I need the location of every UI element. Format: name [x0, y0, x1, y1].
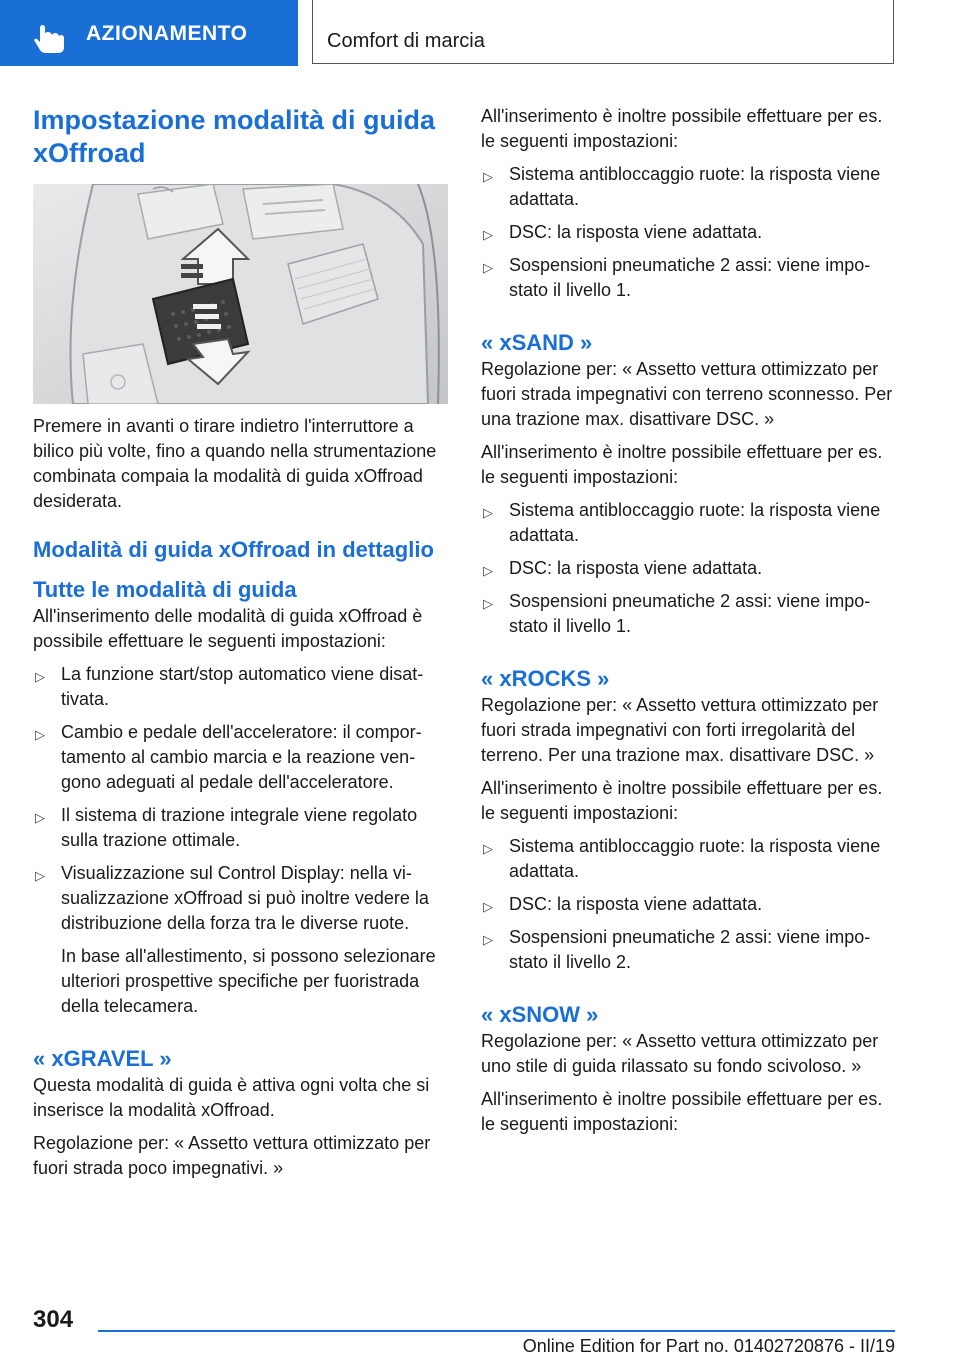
triangle-right-icon: ▷ — [483, 932, 493, 947]
page-number: 304 — [33, 1306, 74, 1333]
list-item: ▷ Sistema antibloccaggio ruote: la risposta viene adattata. — [483, 836, 881, 881]
details-heading: Modalità di guida xOffroad in dettaglio — [33, 537, 434, 562]
triangle-right-icon: ▷ — [35, 669, 45, 684]
triangle-right-icon: ▷ — [35, 727, 45, 742]
rocker-switch-illustration — [33, 184, 448, 404]
xsand-description: Regolazione per: « Assetto vettura ottimizzato per fuori strada impegnativi con terreno sconnesso. Per una trazione max. disattivare DSC. » — [481, 359, 893, 429]
triangle-right-icon: ▷ — [483, 260, 493, 275]
xrocks-heading: « xROCKS » — [481, 666, 610, 691]
xsnow-settings-intro: All'inserimento è inoltre possibile effettuare per es. le seguenti impostazioni: — [481, 1089, 883, 1134]
xgravel-settings-list — [481, 162, 896, 303]
list-item: ▷ DSC: la risposta viene adattata. — [481, 892, 896, 917]
list-item: ▷ Sistema antibloccaggio ruote: la risposta viene adattata. — [483, 164, 881, 209]
all-modes-heading: Tutte le modalità di guida — [33, 577, 297, 602]
list-item: ▷ Cambio e pedale dell'acceleratore: il comportamento al cambio marcia e la reazione vengono adeguati al pedale dell'acceleratore. — [35, 722, 422, 792]
xgravel-settings-intro: All'inserimento è inoltre possibile effettuare per es. le seguenti impostazioni: — [481, 106, 883, 151]
xgravel-heading: « xGRAVEL » — [33, 1046, 172, 1071]
xsand-heading: « xSAND » — [481, 330, 593, 355]
xsnow-heading: « xSNOW » — [481, 1002, 599, 1027]
triangle-right-icon: ▷ — [35, 810, 45, 825]
xgravel-paragraph-2: Regolazione per: « Assetto vettura ottimizzato per fuori strada poco impegnativi. » — [33, 1133, 431, 1178]
list-item: ▷ Sospensioni pneumatiche 2 assi: viene impostato il livello 1. — [483, 255, 871, 300]
xgravel-paragraph-1: Questa modalità di guida è attiva ogni volta che si inserisce la modalità xOffroad. — [33, 1075, 430, 1120]
list-item: ▷ DSC: la risposta viene adattata. — [481, 220, 896, 245]
hand-pointer-icon — [34, 24, 68, 54]
xrocks-settings-list — [481, 834, 896, 975]
intro-paragraph: Premere in avanti o tirare indietro l'interruttore a bilico più volte, fino a quando nella strumentazione combinata compaia la modalità di guida xOffroad desiderata. — [33, 416, 437, 511]
camera-note: In base all'allestimento, si possono selezionare ulteriori prospettive specifiche per fuoristrada della telecamera. — [61, 946, 436, 1016]
triangle-right-icon: ▷ — [483, 563, 493, 578]
page-footer — [0, 1290, 960, 1362]
triangle-right-icon: ▷ — [35, 868, 45, 883]
xsand-settings-list — [481, 498, 896, 639]
right-column — [481, 100, 896, 1137]
xrocks-settings-intro: All'inserimento è inoltre possibile effettuare per es. le seguenti impostazioni: — [481, 778, 883, 823]
section-box — [312, 0, 894, 64]
all-modes-intro: All'inserimento delle modalità di guida xOffroad è possibile effettuare le seguenti impostazioni: — [33, 606, 423, 651]
list-item: ▷ DSC: la risposta viene adattata. — [481, 556, 896, 581]
list-item: ▷ La funzione start/stop automatico viene disattivata. — [35, 664, 424, 709]
xsand-settings-intro: All'inserimento è inoltre possibile effettuare per es. le seguenti impostazioni: — [481, 442, 883, 487]
section-title: Impostazione modalità di guida xOffroad — [33, 105, 436, 168]
triangle-right-icon: ▷ — [483, 505, 493, 520]
list-item: ▷ Sospensioni pneumatiche 2 assi: viene impostato il livello 2. — [483, 927, 871, 972]
xsnow-description: Regolazione per: « Assetto vettura ottimizzato per uno stile di guida rilassato su fondo scivoloso. » — [481, 1031, 879, 1076]
page-header — [0, 0, 960, 66]
footer-divider — [98, 1330, 895, 1332]
section-label: Comfort di marcia — [327, 30, 485, 52]
triangle-right-icon: ▷ — [483, 899, 493, 914]
list-item: ▷ Visualizzazione sul Control Display: nella visualizzazione xOffroad si può inoltre vedere la distribuzione della forza tra le diverse ruote. — [35, 863, 429, 933]
all-modes-list — [33, 662, 448, 936]
left-column — [33, 100, 448, 1181]
list-item: ▷ Il sistema di trazione integrale viene regolato sulla trazione ottimale. — [35, 805, 418, 850]
triangle-right-icon: ▷ — [483, 596, 493, 611]
list-item: ▷ Sistema antibloccaggio ruote: la risposta viene adattata. — [483, 500, 881, 545]
rocker-switch-drawing — [33, 184, 448, 404]
chapter-label: AZIONAMENTO — [86, 22, 248, 45]
triangle-right-icon: ▷ — [483, 841, 493, 856]
triangle-right-icon: ▷ — [483, 227, 493, 242]
edition-text: Online Edition for Part no. 01402720876 - II/19 — [522, 1336, 895, 1356]
chapter-tab — [0, 0, 298, 66]
triangle-right-icon: ▷ — [483, 169, 493, 184]
list-item: ▷ Sospensioni pneumatiche 2 assi: viene impostato il livello 1. — [483, 591, 871, 636]
xrocks-description: Regolazione per: « Assetto vettura ottimizzato per fuori strada impegnativi con forti irregolarità del terreno. Per una trazione max. disattivare DSC. » — [481, 695, 879, 765]
